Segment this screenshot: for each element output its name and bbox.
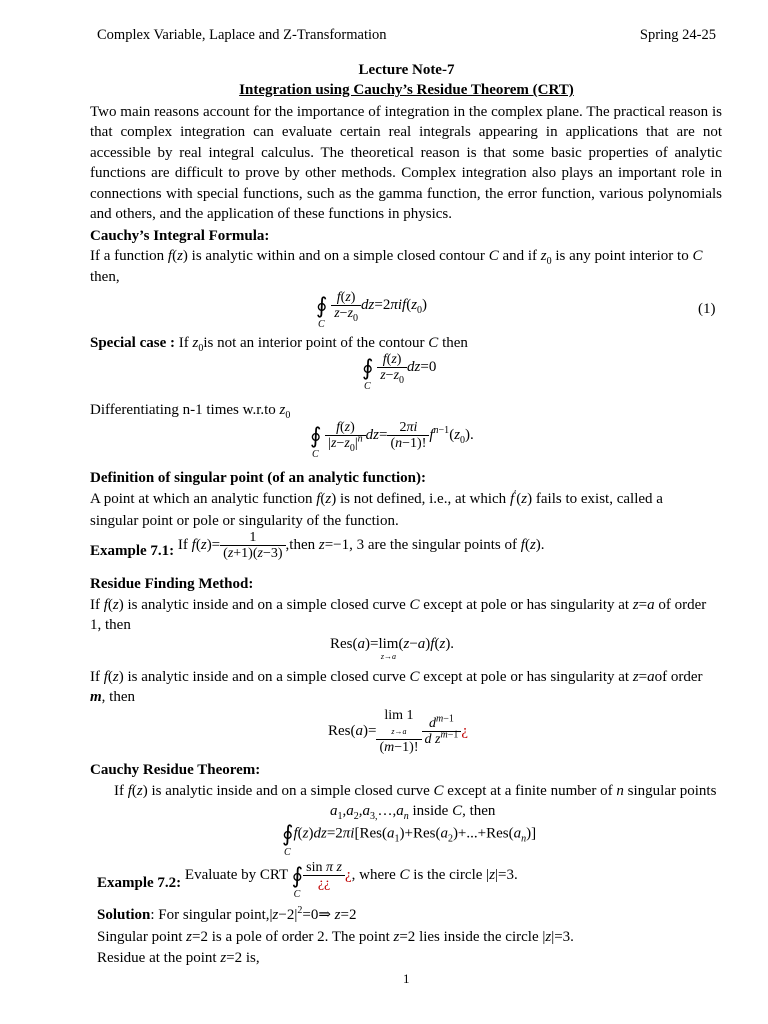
cauchy-then: then, bbox=[90, 269, 120, 285]
crt-heading: Cauchy Residue Theorem: bbox=[90, 762, 261, 778]
special-case: Special case : If $z_0is$ not an interior point of the contour C then bbox=[90, 335, 468, 354]
residue-order-m-formula: Res(a)= lim 1 z→a (m−1)! $\frac{d^{m-1}}{d z^{m-1}}$ ¿ bbox=[328, 708, 468, 755]
residue-simple-pole-then: 1, then bbox=[90, 617, 131, 633]
residue-order-m-text: If f(z) is analytic inside and on a simple closed curve C except at pole or has singularity at z=aof order bbox=[90, 669, 703, 685]
residue-order-m-then: m, then bbox=[90, 689, 135, 705]
singular-definition: A point at which an analytic function f(z) is not defined, i.e., at which f′(z) fails to exist, called a bbox=[90, 489, 663, 507]
crt-statement-cont: $a_1,a_2,a_{3,}\dots,a_n$ inside C, then bbox=[330, 803, 496, 822]
page-number: 1 bbox=[403, 971, 410, 986]
crt-statement: If f(z) is analytic inside and on a simple closed curve C except at a finite number of n singular points bbox=[114, 783, 717, 799]
cauchy-statement: If a function f(z) is analytic within and on a simple closed contour C and if $z_0$ is any point interior to C bbox=[90, 248, 703, 267]
singular-heading: Definition of singular point (of an analytic function): bbox=[90, 470, 426, 486]
example-7-2: Example 7.2: Evaluate by CRT ∮ C $\frac{\text{sin π z}}{¿¿}$ ¿, where C is the circle |z|=3. bbox=[97, 860, 518, 900]
lecture-title: Lecture Note-7 bbox=[358, 62, 455, 78]
residue-simple-pole-text: If f(z) is analytic inside and on a simple closed curve C except at pole or has singularity at z=a of order bbox=[90, 597, 707, 613]
residue-simple-pole-formula: Res(a)=lim z→a (z−a)f(z). bbox=[330, 636, 455, 661]
cauchy-heading: Cauchy’s Integral Formula: bbox=[90, 228, 270, 244]
intro-paragraph: Two main reasons account for the importance of integration in the complex plane. The practical reason is that complex integration can evaluate certain real integrals appearing in applications that are not accessible by real integral calculus. The theoretical reason is that some basic properties of analytic functions are difficult to prove by other methods. Complex integration also plays an important role in connections with special functions, such as the gamma function, the error function, various polynomials and others, and the application of these functions in physics. bbox=[90, 104, 722, 223]
lecture-subtitle: Integration using Cauchy’s Residue Theorem (CRT) bbox=[239, 82, 574, 98]
solution-line-2: Singular point z=2 is a pole of order 2. The point z=2 lies inside the circle |z|=3. bbox=[97, 929, 574, 945]
residue-heading: Residue Finding Method: bbox=[90, 576, 254, 592]
differentiating-text: Differentiating n-1 times w.r.to $z_0$ bbox=[90, 402, 291, 421]
cauchy-formula: ∮ C $\frac{f(z)}{z-z_0}$ $dz=2\pi if(z_0)$ bbox=[316, 290, 428, 330]
solution-line-1: Solution: For singular $point,|z-2|^2=0\Rightarrow$ z=2 bbox=[97, 905, 357, 923]
crt-formula: ∮ C $f(z)dz=2\pi i[Res(a_1)+Res(a_2)+...+Res(a_n)]$ bbox=[282, 821, 537, 858]
header-course-title: Complex Variable, Laplace and Z-Transformation bbox=[97, 27, 387, 43]
example-7-1: Example 7.1: If f(z)= $\frac{1}{(z+1)(z-3)}$ ,then z=−1, 3 are the singular points of f(z). bbox=[90, 530, 545, 561]
solution-line-3: Residue at the point z=2 is, bbox=[97, 950, 260, 966]
header-semester: Spring 24-25 bbox=[639, 27, 716, 43]
singular-definition-cont: singular point or pole or singularity of the function. bbox=[90, 513, 399, 529]
derivative-formula: ∮ C $\frac{f(z)}{|z-z_0|^n}$ dz= $\frac{2\pi i}{(n-1)!}$ $f^{n-1}(z_0)$. bbox=[310, 420, 474, 460]
special-case-formula: ∮ C $\frac{f(z)}{z-z_0}$ dz=0 bbox=[362, 352, 437, 392]
equation-number: (1) bbox=[698, 301, 716, 317]
